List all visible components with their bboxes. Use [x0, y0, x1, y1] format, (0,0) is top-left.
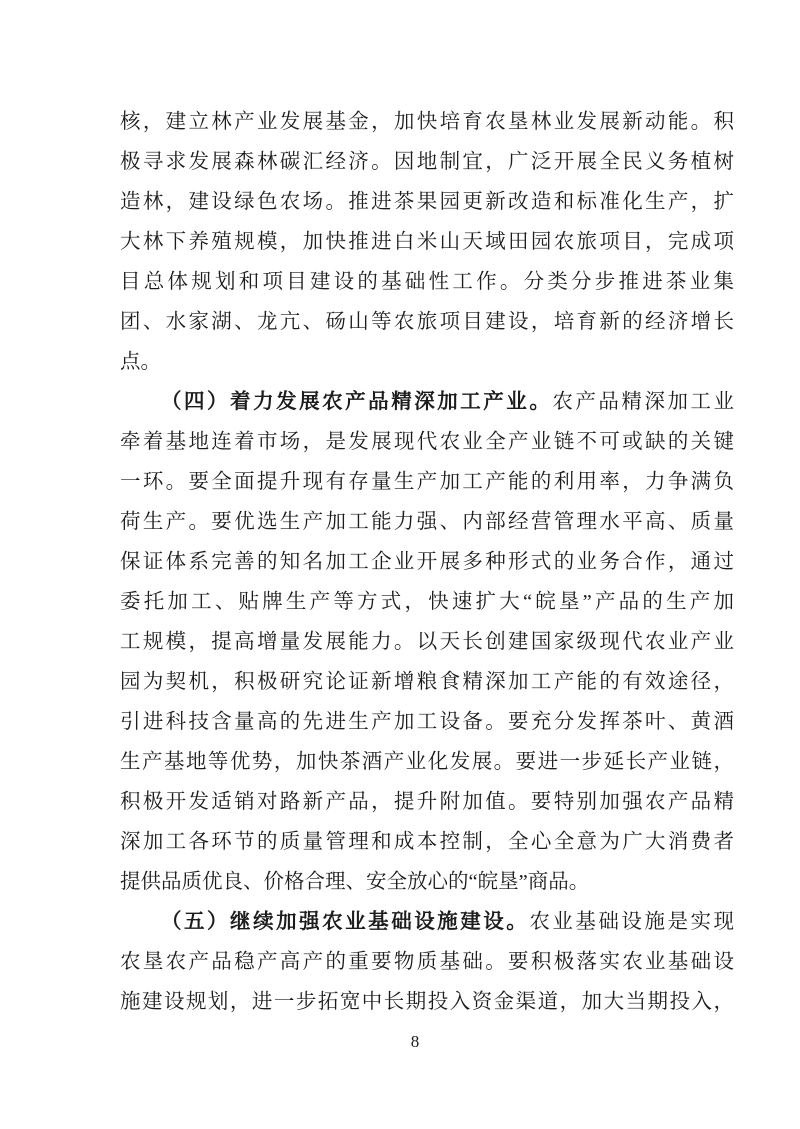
body-text: 委托加工、贴牌生产等方式，快速扩大“皖垦”产品的生产加: [120, 591, 734, 613]
text-line: [120, 862, 734, 902]
section-heading-text: （五）继续加强农业基础设施建设。: [161, 911, 530, 933]
body-text: 造林，建设绿色农场。推进茶果园更新改造和标准化生产，扩: [120, 191, 734, 213]
body-text: 工规模，提高增量发展能力。以天长创建国家级现代农业产业: [120, 631, 734, 653]
body-text: 保证体系完善的知名加工企业开展多种形式的业务合作，通过: [120, 551, 734, 573]
page-number: 8: [410, 1032, 420, 1051]
body-text: 大林下养殖规模，加快推进白米山天域田园农旅项目，完成项: [120, 231, 734, 253]
paragraph-section-4-processing-industry: [120, 382, 734, 902]
body-text: 积极开发适销对路新产品，提升附加值。要特别加强农产品精: [120, 791, 734, 813]
body-text: 引进科技含量高的先进生产加工设备。要充分发挥茶叶、黄酒: [120, 711, 734, 733]
text-line: [120, 822, 734, 862]
text-line: [120, 382, 734, 422]
section-heading-text: （四）着力发展农产品精深加工产业。: [161, 391, 553, 413]
body-text: 团、水家湖、龙亢、砀山等农旅项目建设，培育新的经济增长: [120, 311, 734, 333]
paragraph-section-5-infrastructure: [120, 902, 734, 1022]
body-text: 牵着基地连着市场，是发展现代农业全产业链不可或缺的关键: [120, 431, 734, 453]
text-line: [120, 262, 734, 302]
text-block: [120, 102, 734, 1022]
body-text: 一环。要全面提升现有存量生产加工产能的利用率，力争满负: [120, 471, 734, 493]
text-line: [120, 422, 734, 462]
paragraph-forestry-continuation: [120, 102, 734, 382]
body-text: 生产基地等优势，加快茶酒产业化发展。要进一步延长产业链，: [120, 751, 734, 773]
body-text: 深加工各环节的质量管理和成本控制，全心全意为广大消费者: [120, 831, 734, 853]
text-line: [120, 542, 734, 582]
body-text: 园为契机，积极研究论证新增粮食精深加工产能的有效途径，: [120, 671, 734, 693]
text-line: [120, 742, 734, 782]
text-line: [120, 102, 734, 142]
text-line: [120, 902, 734, 942]
text-line: [120, 502, 734, 542]
text-line: [120, 662, 734, 702]
text-line: [120, 982, 734, 1022]
text-line: [120, 942, 734, 982]
text-line: [120, 222, 734, 262]
body-text: 点。: [120, 351, 161, 373]
text-line: [120, 462, 734, 502]
text-line: [120, 142, 734, 182]
text-line: [120, 302, 734, 342]
body-text: 目总体规划和项目建设的基础性工作。分类分步推进茶业集: [120, 271, 734, 293]
body-text: 荷生产。要优选生产加工能力强、内部经营管理水平高、质量: [120, 511, 734, 533]
body-text: 极寻求发展森林碳汇经济。因地制宜，广泛开展全民义务植树: [120, 151, 734, 173]
text-line: [120, 622, 734, 662]
body-text: 核，建立林产业发展基金，加快培育农垦林业发展新动能。积: [120, 111, 734, 133]
text-line: [120, 342, 734, 382]
text-line: [120, 582, 734, 622]
body-text: 农业基础设施是实现: [529, 911, 735, 933]
text-line: [120, 182, 734, 222]
text-line: [120, 702, 734, 742]
body-text: 提供品质优良、价格合理、安全放心的“皖垦”商品。: [120, 871, 590, 893]
text-line: [120, 782, 734, 822]
body-text: 施建设规划，进一步拓宽中长期投入资金渠道，加大当期投入，: [120, 991, 734, 1013]
body-text: 农产品精深加工业: [552, 391, 735, 413]
body-text: 农垦农产品稳产高产的重要物质基础。要积极落实农业基础设: [120, 951, 734, 973]
